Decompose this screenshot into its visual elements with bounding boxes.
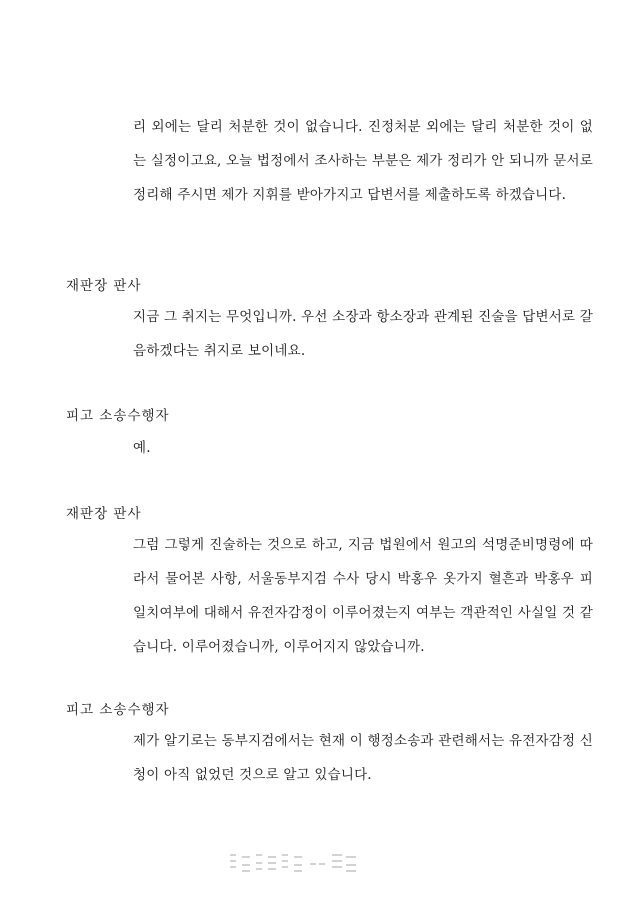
paragraph-continued: 리 외에는 달리 처분한 것이 없습니다. 진정처분 외에는 달리 처분한 것이 없는 실정이고요, 오늘 법정에서 조사하는 부분은 제가 정리가 안 되니까 문서로 정리해 주시면 제가 지휘를 받아가지고 답변서를 제출하도록 하겠습니다. <box>133 119 593 203</box>
paragraph: 제가 알기로는 동부지검에서는 현재 이 행정소송과 관련해서는 유전자감정 신청이 아직 없었던 것으로 알고 있습니다. <box>133 733 593 783</box>
faint-stamp-graphic <box>228 850 363 878</box>
speaker-label: 피고 소송수행자 <box>66 702 170 718</box>
speaker-label: 피고 소송수행자 <box>66 408 170 424</box>
speaker-label: 재판장 판사 <box>66 278 142 294</box>
speaker-label: 재판장 판사 <box>66 506 142 522</box>
paragraph: 예. <box>133 440 151 456</box>
faint-page-mark <box>228 850 363 878</box>
paragraph: 지금 그 취지는 무엇입니까. 우선 소장과 항소장과 관계된 진술을 답변서로 갈음하겠다는 취지로 보이네요. <box>133 309 593 359</box>
paragraph: 그럼 그렇게 진술하는 것으로 하고, 지금 법원에서 원고의 석명준비명령에 따라서 물어본 사항, 서울동부지검 수사 당시 박홍우 옷가지 혈흔과 박홍우 피 일치여부에 대해서 유전자감정이 이루어졌는지 여부는 객관적인 사실일 것 같습니다. 이루어졌습니까, 이루어지지 않았습니까. <box>133 537 593 655</box>
